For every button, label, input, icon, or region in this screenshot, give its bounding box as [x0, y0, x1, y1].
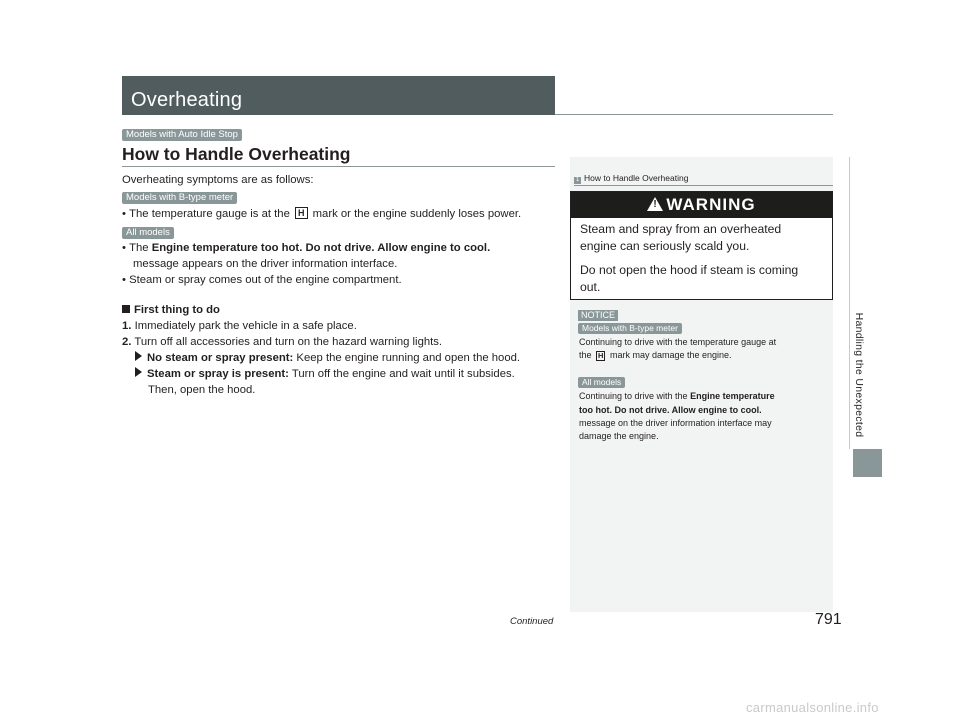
side-note-header [574, 173, 688, 184]
side-all-line-2: too hot. Do not drive. Allow engine to cool. [579, 405, 762, 415]
bullet-dot: • [122, 274, 130, 286]
arrow-right-icon [135, 367, 142, 377]
sub-step-no-steam-text: Keep the engine running and open the hood. [296, 352, 521, 364]
warning-line-1: Steam and spray from an overheated [580, 222, 782, 236]
continued-label: Continued [510, 616, 554, 627]
intro-text: Overheating symptoms are as follows: [122, 174, 314, 186]
bullet-gauge-prefix: The temperature gauge is at the [129, 208, 290, 220]
banner-divider [555, 114, 833, 115]
step-2-number: 2. [122, 336, 132, 348]
notice-label: NOTICE [578, 310, 618, 321]
sub-step-steam [135, 366, 515, 382]
square-bullet-icon [122, 305, 130, 313]
bullet-gauge [122, 206, 521, 222]
bullet-steam [122, 272, 402, 288]
bullet-dot: • [122, 208, 130, 220]
chapter-tab-marker [853, 449, 882, 477]
page-number: 791 [815, 611, 842, 628]
warning-line-4: out. [580, 280, 601, 294]
chapter-tab-text: Handling the Unexpected [853, 312, 865, 438]
section-title: Overheating [131, 89, 243, 111]
bullet-message-bold: Engine temperature too hot. Do not drive. Allow engine to cool. [151, 242, 491, 254]
side-all-line-4: damage the engine. [579, 431, 659, 441]
first-thing-title: First thing to do [134, 304, 220, 316]
section-heading: How to Handle Overheating [122, 144, 351, 164]
side-all-line-1-prefix: Continuing to drive with the [579, 391, 688, 401]
warning-label: WARNING [666, 195, 756, 214]
step-1 [122, 318, 357, 334]
warning-box [570, 191, 833, 300]
step-2 [122, 334, 442, 350]
side-note-title: How to Handle Overheating [584, 173, 689, 183]
step-1-number: 1. [122, 320, 132, 332]
side-note-divider [574, 185, 833, 186]
step-1-text: Immediately park the vehicle in a safe place. [134, 320, 357, 332]
warning-header [571, 192, 832, 218]
sub-step-steam-label: Steam or spray is present: [147, 368, 289, 380]
heading-divider [122, 166, 555, 167]
side-b-line-2-prefix: the [579, 350, 592, 360]
side-all-line-1 [579, 390, 775, 403]
tag-auto-idle-stop: Models with Auto Idle Stop [122, 129, 242, 141]
bullet-steam-text: Steam or spray comes out of the engine compartment. [129, 274, 402, 286]
first-thing-heading [122, 302, 220, 318]
side-b-line-2-suffix: mark may damage the engine. [609, 350, 732, 360]
bullet-dot: • [122, 242, 130, 254]
side-h-mark-key: H [598, 351, 604, 360]
bullet-message-cont: message appears on the driver information interface. [133, 258, 398, 270]
side-b-line-1: Continuing to drive with the temperature gauge at [579, 337, 777, 347]
tag-b-type-meter: Models with B-type meter [122, 192, 237, 204]
sub-step-no-steam [135, 350, 520, 366]
sub-step-steam-text: Turn off the engine and wait until it subsides. [291, 368, 515, 380]
warning-line-3: Do not open the hood if steam is coming [580, 263, 799, 277]
bullet-message [122, 240, 490, 256]
side-tag-all-models: All models [578, 377, 625, 388]
bullet-gauge-suffix: mark or the engine suddenly loses power. [312, 208, 522, 220]
chapter-tab-label [852, 300, 866, 450]
step-2-text: Turn off all accessories and turn on the hazard warning lights. [134, 336, 443, 348]
side-all-line-3: message on the driver information interface may [579, 418, 772, 428]
sub-step-steam-cont: Then, open the hood. [148, 384, 256, 396]
section-banner [122, 76, 555, 115]
side-all-line-1-bold: Engine temperature [690, 391, 775, 401]
bullet-message-prefix: The [129, 242, 149, 254]
chapter-divider [849, 157, 850, 449]
side-b-line-2 [579, 349, 732, 362]
h-mark-key: H [295, 207, 308, 219]
side-note-icon: 1 [575, 177, 580, 183]
sub-step-no-steam-label: No steam or spray present: [147, 352, 294, 364]
tag-all-models: All models [122, 227, 174, 239]
warning-line-2: engine can seriously scald you. [580, 239, 750, 253]
warning-triangle-icon [647, 197, 663, 211]
side-tag-b-type-meter: Models with B-type meter [578, 323, 682, 334]
arrow-right-icon [135, 351, 142, 361]
watermark: carmanualsonline.info [746, 700, 879, 715]
